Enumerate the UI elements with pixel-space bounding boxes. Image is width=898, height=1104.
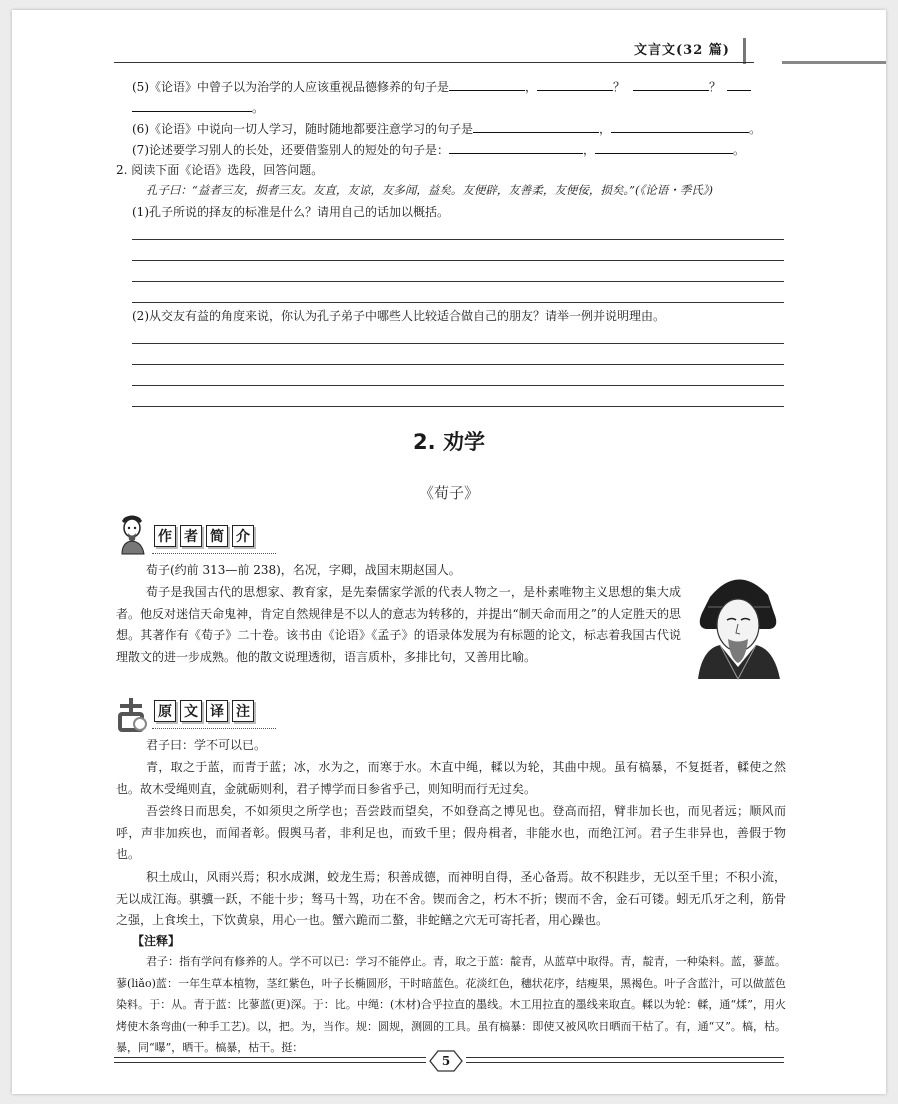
original-text-p4: 积土成山，风雨兴焉；积水成渊，蛟龙生焉；积善成德，而神明自得，圣心备焉。故不积跬步，无以至千里；不积小流，无以成江海。骐骥一跃，不能十步；驽马十驾，功在不舍。锲而舍之，朽木不折；锲而不舍，金石可镂。蚓无爪牙之利，筋骨之强，上食埃土，下饮黄泉，用心一也。蟹六跪而二螯，非蛇鳝之穴无可寄托者，用心躁也。 (116, 870, 786, 927)
exercise-q5-sep1: ， (525, 80, 538, 94)
scholar-mascot-icon (116, 515, 150, 555)
page-number: 5 (441, 1054, 451, 1068)
header-rule-accent (782, 61, 886, 64)
notes-label: 【注释】 (132, 934, 181, 948)
exercise-q6 (132, 121, 761, 137)
answer-blank[interactable] (473, 121, 599, 133)
badge-char: 简 (206, 525, 228, 547)
badge-char: 原 (154, 700, 176, 722)
author-intro-p1: 荀子(约前 313—前 238)，名况，字卿，战国末期赵国人。 (146, 563, 461, 577)
header-rule (114, 62, 754, 63)
footer-rule-left (114, 1062, 426, 1063)
answer-line[interactable] (132, 343, 784, 344)
answer-line[interactable] (132, 260, 784, 261)
badge-underline (152, 553, 276, 554)
answer-blank[interactable] (132, 100, 252, 112)
exercise-q7-text: (7)论述要学习别人的长处，还要借鉴别人的短处的句子是： (132, 143, 450, 157)
answer-blank[interactable] (611, 121, 749, 133)
answer-blank[interactable] (449, 142, 583, 154)
badge-underline (152, 728, 276, 729)
answer-line[interactable] (132, 406, 784, 407)
section-author: 《荀子》 (418, 484, 479, 502)
xunzi-portrait-image (688, 567, 788, 679)
exercise-q5-end: 。 (252, 101, 265, 115)
original-text-p2: 青，取之于蓝，而青于蓝；冰，水为之，而寒于水。木直中绳，輮以为轮，其曲中规。虽有槁暴，不复挺者，輮使之然也。故木受绳则直，金就砺则利，君子博学而日参省乎己，则知明而行无过矣。 (116, 760, 786, 796)
exercise-q5 (132, 79, 751, 95)
footer-rule-right (466, 1062, 784, 1063)
footer-rule-left (114, 1057, 426, 1058)
answer-line[interactable] (132, 364, 784, 365)
exercise-2-quote: 孔子曰：“益者三友，损者三友。友直，友谅，友多闻，益矣。友便辟，友善柔，友便佞，损矣。”(《论语・季氏》) (146, 183, 713, 197)
exercise-q6-end: 。 (749, 122, 762, 136)
badge-char: 介 (232, 525, 254, 547)
badge-char: 者 (180, 525, 202, 547)
exercise-q6-sep1: ， (599, 122, 612, 136)
answer-line[interactable] (132, 302, 784, 303)
notes-text: 君子：指有学问有修养的人。学不可以已：学习不能停止。青，取之于蓝：靛青，从蓝草中取得。青，靛青，一种染料。蓝，蓼蓝。蓼(liǎo)蓝：一年生草本植物，茎红紫色，叶子长椭圆形，干时暗蓝色。花淡红色，穗状花序，结瘦果，黑褐色。叶子含蓝汁，可以做蓝色染料。于：从。青于蓝：比蓼蓝(更)深。于：比。中绳：(木材)合乎拉直的墨线。木工用拉直的墨线来取直。輮以为轮：輮，通“煣”，用火烤使木条弯曲(一种手工艺)。以，把。为，当作。规：圆规，测圆的工具。虽有槁暴：即使又被风吹日晒而干枯了。有，通“又”。槁，枯。暴，同“曝”，晒干。槁暴，枯干。挺： (116, 955, 786, 1054)
exercise-2-intro: 2. 阅读下面《论语》选段，回答问题。 (116, 163, 324, 177)
original-text-badge (154, 700, 258, 722)
answer-blank[interactable] (595, 142, 733, 154)
exercise-q7-sep1: ， (583, 143, 596, 157)
badge-char: 作 (154, 525, 176, 547)
header-divider-bar (743, 38, 746, 64)
exercise-q5-text: (5)《论语》中曾子以为治学的人应该重视品德修养的句子是 (132, 80, 450, 94)
exercise-q6-text: (6)《论语》中说向一切人学习，随时随地都要注意学习的句子是 (132, 122, 474, 136)
badge-char: 注 (232, 700, 254, 722)
original-text-p3: 吾尝终日而思矣，不如须臾之所学也；吾尝跂而望矣，不如登高之博见也。登高而招，臂非加长也，而见者远；顺风而呼，声非加疾也，而闻者彰。假舆马者，非利足也，而致千里；假舟楫者，非能水也，而绝江河。君子生非异也，善假于物也。 (116, 804, 786, 861)
running-header-title: 文言文(32 篇) (634, 43, 730, 58)
answer-blank[interactable] (633, 79, 709, 91)
footer-rule-right (466, 1057, 784, 1058)
exercise-q5-sep3: ？ (709, 80, 722, 94)
exercise-q7-end: 。 (733, 143, 746, 157)
ancient-text-icon (116, 696, 152, 732)
exercise-q5-cont (132, 100, 264, 116)
author-intro-badge (154, 525, 258, 547)
exercise-q5-sep2: ？ (613, 80, 626, 94)
badge-char: 译 (206, 700, 228, 722)
exercise-2-1-question: (1)孔子所说的择友的标准是什么？请用自己的话加以概括。 (132, 205, 450, 219)
author-intro-p2: 荀子是我国古代的思想家、教育家，是先秦儒家学派的代表人物之一，是朴素唯物主义思想的集大成者。他反对迷信天命鬼神，肯定自然规律是不以人的意志为转移的，并提出“制天命而用之”的人定胜天的思想。其著作有《荀子》二十卷。该书由《论语》《孟子》的语录体发展为有标题的论文，标志着我国古代说理散文的进一步成熟。他的散文说理透彻，语言质朴，多排比句，又善用比喻。 (116, 585, 681, 664)
exercise-q7 (132, 142, 745, 158)
answer-line[interactable] (132, 281, 784, 282)
answer-blank[interactable] (537, 79, 613, 91)
textbook-page (12, 10, 886, 1094)
section-title: 2. 劝学 (413, 430, 485, 454)
original-text-p1: 君子曰：学不可以已。 (146, 738, 267, 752)
answer-line[interactable] (132, 385, 784, 386)
answer-blank[interactable] (449, 79, 525, 91)
answer-blank[interactable] (727, 79, 751, 91)
badge-char: 文 (180, 700, 202, 722)
answer-line[interactable] (132, 239, 784, 240)
exercise-2-2-question: (2)从交友有益的角度来说，你认为孔子弟子中哪些人比较适合做自己的朋友？请举一例并说明理由。 (132, 309, 666, 323)
